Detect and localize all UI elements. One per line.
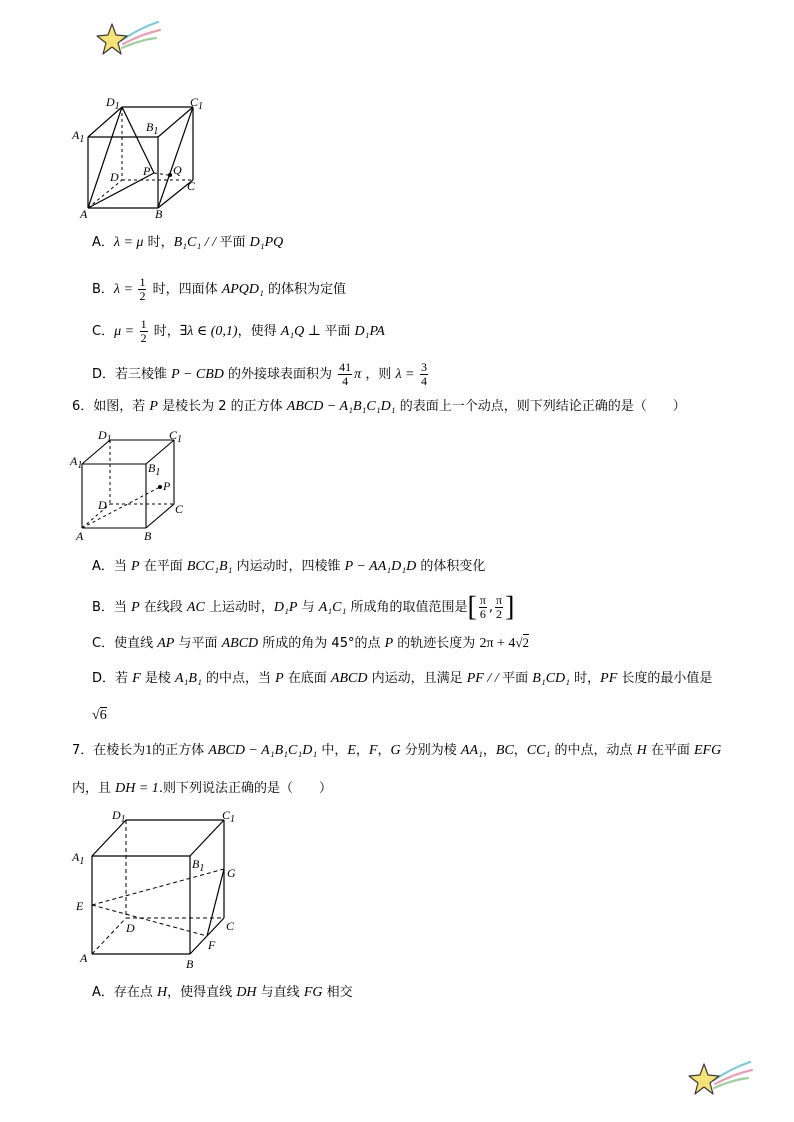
svg-text:B1: $B_1$ — [146, 120, 159, 137]
option-q6-d-answer: √6 — [92, 708, 107, 723]
svg-text:P: P — [163, 479, 171, 493]
svg-text:C: C — [175, 502, 184, 516]
svg-text:A1: $A_1$ — [72, 128, 85, 145]
option-q5-d[interactable]: D．若三棱锥 P − CBD 的外接球表面积为 $\frac{41}{4}$ π ，则 λ = $\frac{3}{4}$ — [92, 360, 427, 388]
cube-figure-q7 — [70, 806, 250, 972]
svg-text:C: C — [226, 919, 235, 933]
svg-text:C1: $C_1$ — [169, 428, 183, 445]
shooting-star-icon — [92, 16, 164, 58]
svg-text:D1: $D_1$ — [106, 95, 120, 112]
svg-text:D: D — [98, 498, 107, 512]
svg-text:B: B — [155, 207, 163, 221]
svg-text:B: B — [144, 529, 152, 543]
svg-text:D: D — [126, 921, 135, 935]
svg-text:B1: $B_1$ — [192, 857, 205, 874]
point-q — [168, 173, 172, 177]
option-q5-a[interactable]: A．λ = μ 时，B₁C₁ / / 平面 D₁PQ — [92, 235, 284, 250]
svg-text:B: B — [186, 957, 194, 971]
svg-text:A1: $A_1$ — [72, 850, 85, 867]
svg-text:P: P — [143, 164, 151, 178]
question-7-stem: 7．在棱长为1的正方体 ABCD − A₁B₁C₁D₁ 中，E，F，G 分别为棱 AA₁，BC，CC₁ 的中点，动点 H 在平面 EFG — [72, 743, 722, 758]
svg-text:A1: $A_1$ — [70, 454, 83, 471]
point-p — [158, 485, 162, 489]
svg-text:C1: $C_1$ — [190, 95, 204, 112]
option-q6-d[interactable]: D．若 F 是棱 A₁B₁ 的中点，当 P 在底面 ABCD 内运动，且满足 PF / / 平面 B₁CD₁ 时，PF 长度的最小值是 — [92, 671, 713, 686]
option-q5-b[interactable]: B．λ = $\frac{1}{2}$ 时，四面体 APQD₁ 的体积为定值 — [92, 275, 347, 303]
svg-text:C1: $C_1$ — [222, 808, 236, 825]
svg-text:A: A — [80, 207, 88, 221]
option-q7-a[interactable]: A．存在点 H，使得直线 DH 与直线 FG 相交 — [92, 985, 353, 1000]
option-q6-a[interactable]: A．当 P 在平面 BCC₁B₁ 内运动时，四棱锥 P − AA₁D₁D 的体积变化 — [92, 559, 486, 574]
question-6-stem: 6．如图，若 P 是棱长为 2 的正方体 ABCD − A₁B₁C₁D₁ 的表面上一个动点，则下列结论正确的是（ ） — [72, 399, 686, 414]
svg-text:D1: $D_1$ — [112, 808, 126, 825]
cube-figure-q5 — [72, 95, 212, 223]
option-q6-c[interactable]: C．使直线 AP 与平面 ABCD 所成的角为 45°的点 P 的轨迹长度为 2π + 4√2 — [92, 635, 530, 651]
svg-text:F: F — [208, 938, 216, 952]
svg-text:A: A — [76, 529, 84, 543]
svg-text:C: C — [187, 179, 196, 193]
svg-text:G: G — [227, 866, 236, 880]
svg-text:D: D — [110, 170, 119, 184]
option-q5-c[interactable]: C．μ = $\frac{1}{2}$ 时，∃λ ∈ (0,1)，使得 A₁Q ⊥ 平面 D₁PA — [92, 317, 385, 345]
svg-text:E: E — [76, 899, 84, 913]
svg-text:A: A — [80, 951, 88, 965]
option-q6-b[interactable]: B．当 P 在线段 AC 上运动时，D₁P 与 A₁C₁ 所成角的取值范围是[ $\frac{\pi}{6}$ , $\frac{\pi}{2}$ ] — [92, 591, 515, 623]
svg-text:D1: $D_1$ — [98, 428, 112, 445]
shooting-star-icon — [684, 1056, 756, 1098]
svg-text:B1: $B_1$ — [148, 461, 161, 478]
svg-text:Q: Q — [173, 163, 182, 177]
cube-figure-q6 — [70, 428, 190, 546]
question-7-stem-cont: 内，且 DH = 1.则下列说法正确的是（ ） — [72, 781, 332, 796]
